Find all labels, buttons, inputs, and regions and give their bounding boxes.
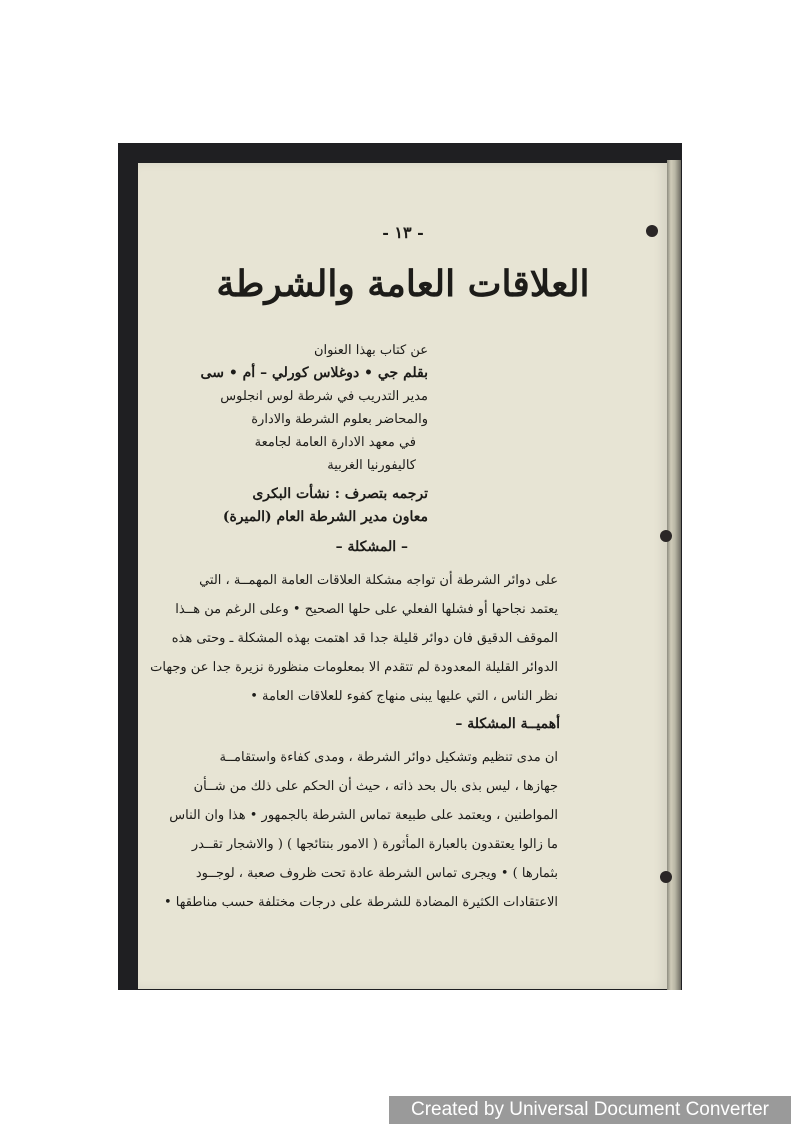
page-number: - ١٣ - — [382, 223, 424, 242]
text-line: بثمارها ) • ويجرى تماس الشرطة عادة تحت ظروف صعبة ، لوجــود — [195, 866, 558, 881]
byline-translator-role: معاون مدير الشرطة العام (الميرة) — [222, 509, 428, 525]
byline-role-2: والمحاضر بعلوم الشرطة والادارة — [251, 412, 428, 427]
text-line: ما زالوا يعتقدون بالعبارة المأثورة ( الامور بنتائجها ) ( والاشجار تقــدر — [191, 837, 558, 852]
text-line: جهازها ، ليس بذى بال بحد ذاته ، حيث أن الحكم على ذلك من شــأن — [193, 779, 558, 794]
paragraph-importance — [163, 743, 558, 917]
text-line: نظر الناس ، التي عليها يبنى منهاج كفوء للعلاقات العامة • — [250, 689, 558, 704]
text-line: الاعتقادات الكثيرة المضادة للشرطة على درجات مختلفة حسب مناطقها • — [163, 895, 558, 910]
byline-block — [168, 339, 428, 529]
text-line: الموقف الدقيق فان دوائر قليلة جدا قد اهتمت بهذه المشكلة ـ وحتى هذه — [171, 631, 558, 646]
text-line: ان مدى تنظيم وتشكيل دوائر الشرطة ، ومدى كفاءة واستقامــة — [219, 750, 558, 765]
byline-role-3: في معهد الادارة العامة لجامعة — [254, 435, 416, 450]
text-line: الدوائر القليلة المعدودة لم تتقدم الا بمعلومات منظورة نزيرة جدا عن وجهات — [150, 660, 558, 675]
text-line: يعتمد نجاحها أو فشلها الفعلي على حلها الصحيح • وعلى الرغم من هــذا — [175, 602, 558, 617]
text-line: على دوائر الشرطة أن تواجه مشكلة العلاقات العامة المهمــة ، التي — [199, 573, 558, 588]
byline-author: بقلم جي • دوغلاس كورلي – أم • سى — [200, 365, 428, 381]
byline-role-4: كاليفورنيا الغربية — [327, 458, 416, 473]
page-content — [138, 163, 668, 989]
article-title: العلاقات العامة والشرطة — [216, 263, 590, 305]
section-heading-problem: – المشكلة – — [335, 539, 408, 555]
converter-watermark: Created by Universal Document Converter — [389, 1096, 791, 1124]
section-heading-importance: أهميــة المشكلة – — [455, 716, 560, 732]
byline-role-1: مدير التدريب في شرطة لوس انجلوس — [220, 389, 428, 404]
byline-source: عن كتاب بهذا العنوان — [313, 343, 428, 358]
text-line: المواطنين ، ويعتمد على طبيعة تماس الشرطة بالجمهور • هذا وان الناس — [169, 808, 558, 823]
paragraph-problem — [150, 566, 558, 711]
page-binding-edge — [667, 160, 681, 990]
byline-translator: ترجمه بتصرف : نشأت البكرى — [252, 486, 428, 502]
